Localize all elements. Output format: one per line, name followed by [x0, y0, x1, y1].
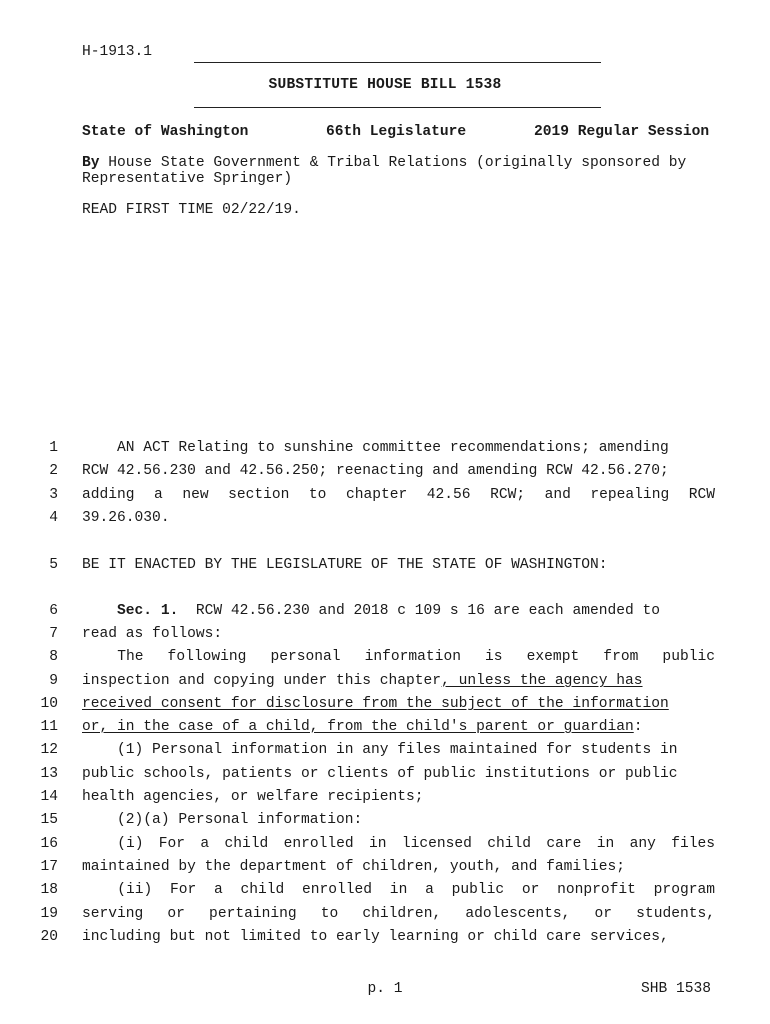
- line-number: 7: [49, 626, 58, 642]
- line-number: 5: [49, 557, 58, 573]
- bottom-rule: [194, 107, 601, 108]
- line-number: 12: [40, 742, 58, 758]
- page-number: p. 1: [367, 981, 403, 997]
- legislature-label: 66th Legislature: [326, 124, 467, 140]
- body-line: AN ACT Relating to sunshine committee recommendations; amending: [82, 440, 669, 456]
- session-label: 2019 Regular Session: [534, 124, 710, 140]
- sponsor-line-2: Representative Springer): [82, 171, 293, 187]
- line-number: 9: [49, 673, 58, 689]
- body-line: RCW 42.56.230 and 42.56.250; reenacting and amending RCW 42.56.270;: [82, 463, 669, 479]
- body-line-amended: [82, 673, 643, 689]
- line-number: 4: [49, 510, 58, 526]
- section-label: Sec. 1.: [117, 603, 179, 619]
- line-number: 11: [40, 719, 58, 735]
- line-number: 3: [49, 487, 58, 503]
- line-number: 6: [49, 603, 58, 619]
- body-line: maintained by the department of children, youth, and families;: [82, 859, 625, 875]
- body-line: public schools, patients or clients of public institutions or public: [82, 766, 678, 782]
- inserted-text: received consent for disclosure from the subject of the information: [82, 696, 669, 712]
- line-number: 14: [40, 789, 58, 805]
- read-first-time: READ FIRST TIME 02/22/19.: [82, 202, 301, 218]
- line-number: 15: [40, 812, 58, 828]
- body-line: health agencies, or welfare recipients;: [82, 789, 424, 805]
- line-number: 18: [40, 882, 58, 898]
- section-heading-line: [82, 603, 660, 619]
- enacting-clause: BE IT ENACTED BY THE LEGISLATURE OF THE STATE OF WASHINGTON:: [82, 557, 608, 573]
- line-number: 16: [40, 836, 58, 852]
- body-line-justified: The following personal information is exempt from public: [117, 649, 715, 665]
- line-number: 8: [49, 649, 58, 665]
- plain-text: inspection and copying under this chapter: [82, 673, 442, 689]
- body-line-justified: adding a new section to chapter 42.56 RCW; and repealing RCW: [82, 487, 715, 503]
- plain-text: :: [633, 719, 643, 735]
- sponsor-line-1: [82, 155, 686, 171]
- body-line: 39.26.030.: [82, 510, 170, 526]
- inserted-text: or, in the case of a child, from the child's parent or guardian: [82, 719, 634, 735]
- body-line: (2)(a) Personal information:: [82, 812, 363, 828]
- inserted-text: , unless the agency has: [441, 673, 643, 689]
- body-line: (1) Personal information in any files maintained for students in: [82, 742, 678, 758]
- line-number: 13: [40, 766, 58, 782]
- line-number: 19: [40, 906, 58, 922]
- line-number: 10: [40, 696, 58, 712]
- body-line-justified: (i) For a child enrolled in licensed child care in any files: [117, 836, 715, 852]
- line-number: 2: [49, 463, 58, 479]
- line-number: 20: [40, 929, 58, 945]
- section-text: RCW 42.56.230 and 2018 c 109 s 16 are each amended to: [178, 603, 661, 619]
- body-line-justified: serving or pertaining to children, adolescents, or students,: [82, 906, 715, 922]
- line-number: 1: [49, 440, 58, 456]
- line-number: 17: [40, 859, 58, 875]
- bill-title: SUBSTITUTE HOUSE BILL 1538: [268, 77, 502, 93]
- sponsor-text: House State Government & Tribal Relations (originally sponsored by: [99, 155, 687, 171]
- by-label: By: [82, 155, 100, 171]
- body-line-justified: (ii) For a child enrolled in a public or nonprofit program: [117, 882, 715, 898]
- footer-bill-ref: SHB 1538: [641, 981, 712, 997]
- body-line: including but not limited to early learning or child care services,: [82, 929, 669, 945]
- top-rule: [194, 62, 601, 63]
- state-label: State of Washington: [82, 124, 249, 140]
- body-line-amended: [82, 719, 643, 735]
- document-id: H-1913.1: [82, 44, 153, 60]
- body-line: read as follows:: [82, 626, 223, 642]
